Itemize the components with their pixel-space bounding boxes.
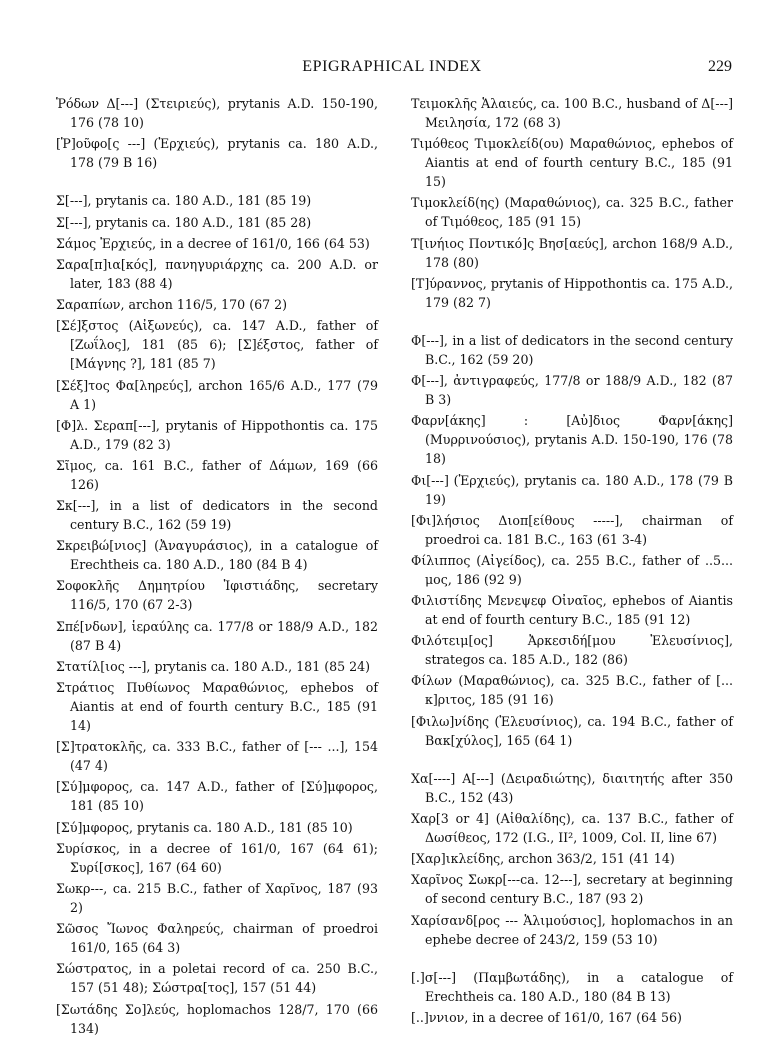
index-entry: Φίλιππος (Αἰγείδος), ca. 255 B.C., father of ..5... μος, 186 (92 9)	[411, 552, 733, 587]
index-entry: Σοφοκλῆς Δημητρίου Ἰφιστιάδης, secretary 116/5, 170 (67 2-3)	[56, 578, 378, 613]
index-entry: [Τ]ύραννος, prytanis of Hippothontis ca. 175 A.D., 179 (82 7)	[411, 275, 733, 310]
index-entry: Σ[---], prytanis ca. 180 A.D., 181 (85 28)	[56, 214, 312, 230]
index-entry: [Ῥ]οῦφο[ς ---] (Ἐρχιεύς), prytanis ca. 180 A.D., 178 (79 B 16)	[56, 136, 378, 171]
index-entry: Φ[---], ἀντιγραφεύς, 177/8 or 188/9 A.D., 182 (87 B 3)	[411, 373, 733, 408]
index-entry: Σ[---], prytanis ca. 180 A.D., 181 (85 19)	[56, 193, 312, 209]
index-entry: Φίλων (Μαραθώνιος), ca. 325 B.C., father of [... κ]ριτος, 185 (91 16)	[411, 673, 733, 708]
index-entry: Φι[---] (Ἐρχιεύς), prytanis ca. 180 A.D., 178 (79 B 19)	[411, 472, 733, 507]
group-separator	[411, 951, 733, 968]
index-entry: [Σέξ]τος Φα[ληρεύς], archon 165/6 A.D., 177 (79 A 1)	[56, 377, 378, 412]
index-entry: Φαρν[άκης] : [Αὐ]διος Φαρν[άκης] (Μυρρινούσιος), prytanis A.D. 150-190, 176 (78 18)	[411, 413, 733, 467]
index-entry: Τιμοκλείδ(ης) (Μαραθώνιος), ca. 325 B.C., father of Τιμόθεος, 185 (91 15)	[411, 195, 733, 230]
index-entry: Τ[ινήιος Ποντικό]ς Βησ[αεύς], archon 168/9 A.D., 178 (80)	[411, 235, 733, 270]
index-entry: [..]ννιον, in a decree of 161/0, 167 (64 56)	[411, 1009, 682, 1025]
index-entry: Φιλιστίδης Μενεψεφ Οἰναῖος, ephebos of Aiantis at end of fourth century B.C., 185 (91 12)	[411, 593, 733, 628]
running-title: EPIGRAPHICAL INDEX	[302, 58, 482, 75]
index-column-right	[411, 94, 733, 1029]
index-entry: Χαρ[3 or 4] (Αἰθαλίδης), ca. 137 B.C., father of Δωσίθεος, 172 (I.G., II², 1009, Col. II, line 67)	[411, 811, 733, 845]
index-entry: [Φι]λήσιος Διοπ[είθους -----], chairman of proedroi ca. 181 B.C., 163 (61 3-4)	[411, 512, 733, 547]
index-entry: Σῶσος Ἴωνος Φαληρεύς, chairman of proedroi 161/0, 165 (64 3)	[56, 921, 378, 956]
index-entry: Συρίσκος, in a decree of 161/0, 167 (64 61); Συρί[σκος], 167 (64 60)	[56, 840, 378, 875]
index-entry: Χα[----] Α[---] (Δειραδιώτης), διαιτητής after 350 B.C., 152 (43)	[411, 770, 733, 805]
group-separator	[56, 174, 378, 191]
index-entry: Σῖμος, ca. 161 B.C., father of Δάμων, 169 (66 126)	[56, 457, 378, 492]
index-entry: [Σωτάδης Σο]λεύς, hoplomachos 128/7, 170 (66 134)	[56, 1001, 378, 1036]
index-entry: [Φιλω]νίδης (Ἐλευσίνιος), ca. 194 B.C., father of Βακ[χύλος], 165 (64 1)	[411, 713, 733, 748]
index-entry: Σπέ[νδων], ἱεραύλης ca. 177/8 or 188/9 A.D., 182 (87 B 4)	[56, 618, 378, 653]
index-entry: Σώστρατος, in a poletai record of ca. 250 B.C., 157 (51 48); Σώστρα[τος], 157 (51 44)	[56, 961, 378, 996]
index-entry: Τειμοκλῆς Ἁλαιεύς, ca. 100 B.C., husband of Δ[---] Μειλησία, 172 (68 3)	[411, 96, 733, 130]
index-entry: [.]σ[---] (Παμβωτάδης), in a catalogue of Erechtheis ca. 180 A.D., 180 (84 B 13)	[411, 969, 733, 1004]
index-entry: [Χαρ]ικλείδης, archon 363/2, 151 (41 14)	[411, 851, 675, 867]
index-column-left	[56, 94, 378, 1040]
index-entry: [Σύ]μφορος, prytanis ca. 180 A.D., 181 (85 10)	[56, 819, 353, 835]
index-entry: [Σ]τρατοκλῆς, ca. 333 B.C., father of [--- ...], 154 (47 4)	[56, 739, 378, 774]
index-entry: Σάμος Ἐρχιεύς, in a decree of 161/0, 166 (64 53)	[56, 235, 370, 251]
index-entry: Σκρειβώ[νιος] (Ἀναγυράσιος), in a catalogue of Erechtheis ca. 180 A.D., 180 (84 B 4)	[56, 538, 378, 573]
group-separator	[411, 314, 733, 331]
index-entry: Φ[---], in a list of dedicators in the second century B.C., 162 (59 20)	[411, 332, 733, 367]
index-entry: Ῥόδων Δ[---] (Στειριεύς), prytanis A.D. 150-190, 176 (78 10)	[56, 96, 378, 130]
index-entry: [Σύ]μφορος, ca. 147 A.D., father of [Σύ]μφορος, 181 (85 10)	[56, 779, 378, 814]
index-entry: Χαρίσανδ[ρος --- Ἁλιμούσιος], hoplomachos in an ephebe decree of 243/2, 159 (53 10)	[411, 912, 733, 947]
index-entry: [Σέ]ξστος (Αἰξωνεύς), ca. 147 A.D., father of [Ζωΐλος], 181 (85 6); [Σ]έξστος, father of [Μάγνης ?], 181 (85 7)	[56, 318, 378, 372]
index-entry: Σωκρ---, ca. 215 B.C., father of Χαρῖνος, 187 (93 2)	[56, 880, 378, 915]
index-entry: Φιλότειμ[ος] Ἀρκεσιδή[μου Ἐλευσίνιος], strategos ca. 185 A.D., 182 (86)	[411, 633, 733, 668]
group-separator	[411, 752, 733, 769]
index-entry: Στράτιος Πυθίωνος Μαραθώνιος, ephebos of Aiantis at end of fourth century B.C., 185 (91 14)	[56, 680, 378, 733]
page-number: 229	[708, 58, 732, 75]
index-entry: Στατίλ[ιος ---], prytanis ca. 180 A.D., 181 (85 24)	[56, 658, 371, 674]
index-entry: Χαρῖνος Σωκρ[---ca. 12---], secretary at beginning of second century B.C., 187 (93 2)	[411, 872, 733, 907]
index-entry: Σαρα[π]ια[κός], πανηγυριάρχης ca. 200 A.D. or later, 183 (88 4)	[56, 256, 378, 291]
index-entry: Τιμόθεος Τιμοκλείδ(ου) Μαραθώνιος, ephebos of Aiantis at end of fourth century B.C., 185 (91 15)	[411, 136, 733, 190]
index-entry: Σκ[---], in a list of dedicators in the second century B.C., 162 (59 19)	[56, 498, 378, 533]
index-entry: [Φ]λ. Σεραπ[---], prytanis of Hippothontis ca. 175 A.D., 179 (82 3)	[56, 417, 378, 452]
index-entry: Σαραπίων, archon 116/5, 170 (67 2)	[56, 297, 288, 313]
